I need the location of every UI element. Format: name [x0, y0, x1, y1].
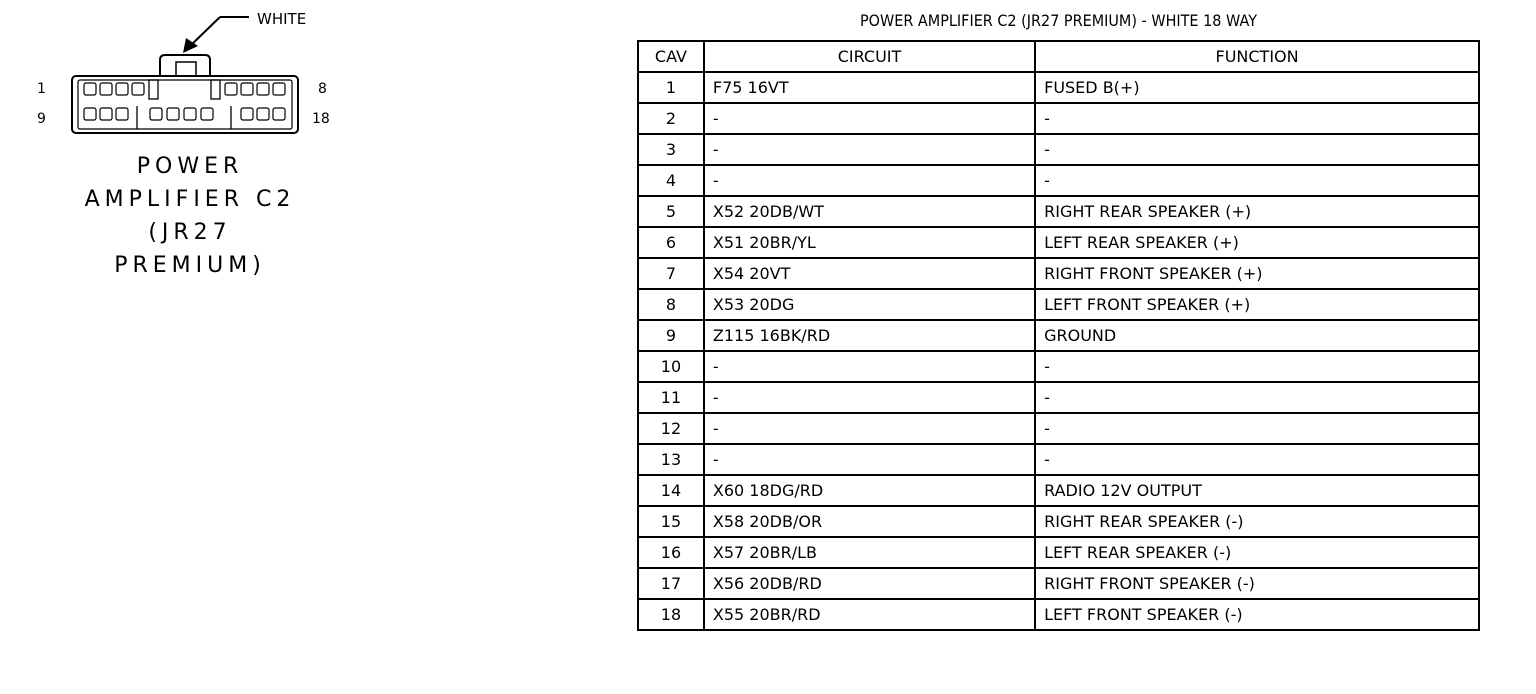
function-cell: LEFT REAR SPEAKER (+)	[1035, 227, 1479, 258]
cav-cell: 1	[638, 72, 704, 103]
table-row	[638, 227, 1479, 258]
table-row	[638, 537, 1479, 568]
function-cell: RADIO 12V OUTPUT	[1035, 475, 1479, 506]
cav-cell: 11	[638, 382, 704, 413]
caption-line: AMPLIFIER C2	[84, 187, 296, 212]
pin-label-18: 18	[312, 111, 330, 127]
cav-cell: 15	[638, 506, 704, 537]
function-cell: RIGHT REAR SPEAKER (-)	[1035, 506, 1479, 537]
circuit-cell: X56 20DB/RD	[704, 568, 1035, 599]
circuit-cell: X60 18DG/RD	[704, 475, 1035, 506]
circuit-cell: X57 20BR/LB	[704, 537, 1035, 568]
function-cell: RIGHT REAR SPEAKER (+)	[1035, 196, 1479, 227]
cav-cell: 9	[638, 320, 704, 351]
circuit-cell: X51 20BR/YL	[704, 227, 1035, 258]
circuit-cell: X58 20DB/OR	[704, 506, 1035, 537]
table-row	[638, 382, 1479, 413]
function-cell: LEFT FRONT SPEAKER (-)	[1035, 599, 1479, 630]
circuit-cell: -	[704, 134, 1035, 165]
cav-cell: 16	[638, 537, 704, 568]
connector-color-label: WHITE	[257, 10, 307, 28]
circuit-cell: -	[704, 165, 1035, 196]
table-row	[638, 134, 1479, 165]
function-cell: RIGHT FRONT SPEAKER (+)	[1035, 258, 1479, 289]
cav-cell: 18	[638, 599, 704, 630]
connector-body	[72, 76, 298, 133]
circuit-cell: -	[704, 382, 1035, 413]
function-cell: RIGHT FRONT SPEAKER (-)	[1035, 568, 1479, 599]
table-row	[638, 72, 1479, 103]
caption-line: PREMIUM)	[114, 253, 266, 278]
caption-line: (JR27	[148, 220, 232, 245]
table-row	[638, 165, 1479, 196]
table-row	[638, 289, 1479, 320]
cav-cell: 6	[638, 227, 704, 258]
circuit-cell: -	[704, 444, 1035, 475]
caption-line: POWER	[136, 154, 244, 179]
connector-face-drawing	[0, 0, 360, 150]
cav-cell: 3	[638, 134, 704, 165]
function-cell: LEFT FRONT SPEAKER (+)	[1035, 289, 1479, 320]
cav-cell: 12	[638, 413, 704, 444]
cav-cell: 13	[638, 444, 704, 475]
function-cell: LEFT REAR SPEAKER (-)	[1035, 537, 1479, 568]
cav-cell: 4	[638, 165, 704, 196]
function-cell: -	[1035, 413, 1479, 444]
pinout-table	[637, 40, 1480, 631]
table-row	[638, 444, 1479, 475]
cav-cell: 14	[638, 475, 704, 506]
function-cell: GROUND	[1035, 320, 1479, 351]
cav-cell: 17	[638, 568, 704, 599]
circuit-cell: X55 20BR/RD	[704, 599, 1035, 630]
function-cell: -	[1035, 103, 1479, 134]
cav-cell: 2	[638, 103, 704, 134]
function-cell: -	[1035, 382, 1479, 413]
table-row	[638, 599, 1479, 630]
leader-line-diagonal	[189, 17, 220, 47]
circuit-cell: -	[704, 413, 1035, 444]
table-row	[638, 413, 1479, 444]
circuit-cell: X54 20VT	[704, 258, 1035, 289]
cav-cell: 7	[638, 258, 704, 289]
cav-cell: 10	[638, 351, 704, 382]
table-row	[638, 196, 1479, 227]
function-cell: FUSED B(+)	[1035, 72, 1479, 103]
circuit-cell: X52 20DB/WT	[704, 196, 1035, 227]
table-row	[638, 103, 1479, 134]
connector-latch	[160, 55, 210, 76]
table-row	[638, 568, 1479, 599]
connector-caption	[80, 150, 300, 282]
function-cell: -	[1035, 134, 1479, 165]
header-function: FUNCTION	[1035, 41, 1479, 72]
table-row	[638, 351, 1479, 382]
header-cav: CAV	[638, 41, 704, 72]
table-row	[638, 506, 1479, 537]
table-header-row	[638, 41, 1479, 72]
table-row	[638, 320, 1479, 351]
function-cell: -	[1035, 351, 1479, 382]
table-row	[638, 475, 1479, 506]
table-row	[638, 258, 1479, 289]
circuit-cell: Z115 16BK/RD	[704, 320, 1035, 351]
circuit-cell: -	[704, 351, 1035, 382]
circuit-cell: X53 20DG	[704, 289, 1035, 320]
header-circuit: CIRCUIT	[704, 41, 1035, 72]
latch-window	[176, 62, 196, 76]
function-cell: -	[1035, 444, 1479, 475]
pin-label-8: 8	[318, 81, 327, 97]
pin-label-1: 1	[37, 81, 46, 97]
circuit-cell: F75 16VT	[704, 72, 1035, 103]
cav-cell: 8	[638, 289, 704, 320]
function-cell: -	[1035, 165, 1479, 196]
pin-label-9: 9	[37, 111, 46, 127]
connector-figure	[0, 0, 360, 300]
cav-cell: 5	[638, 196, 704, 227]
circuit-cell: -	[704, 103, 1035, 134]
table-title: POWER AMPLIFIER C2 (JR27 PREMIUM) - WHITE 18 WAY	[859, 11, 1257, 30]
